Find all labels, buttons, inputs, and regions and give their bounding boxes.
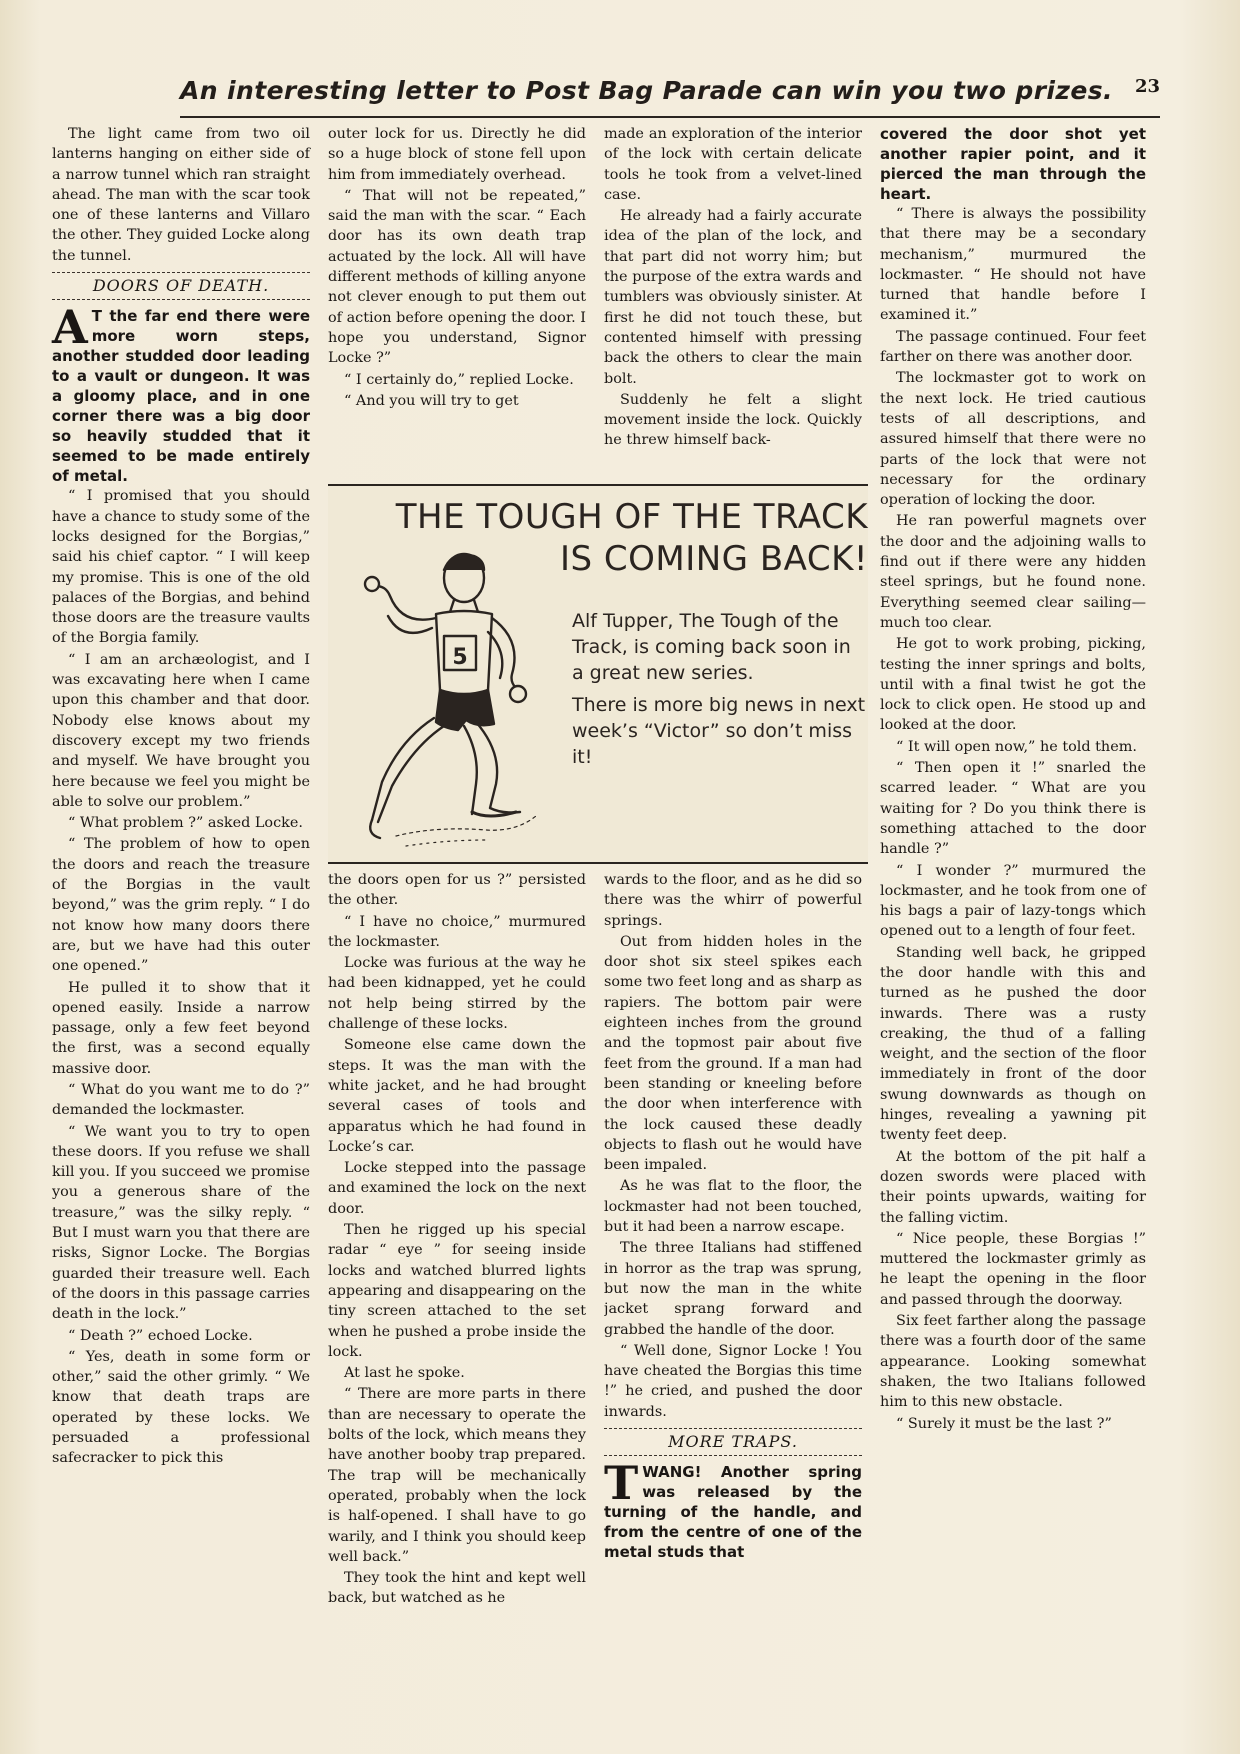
advert-body xyxy=(572,608,868,776)
paragraph: “ It will open now,” he told them. xyxy=(896,738,1137,755)
continued-lead: covered the door shot yet another rapier point, and it pierced the man through the heart. xyxy=(880,125,1146,203)
paragraph: “ Well done, Signor Locke ! You have cheated the Borgias this time !” he cried, and pushed the door inwards. xyxy=(604,1342,862,1420)
paragraph: “ Then open it !” snarled the scarred leader. “ What are you waiting for ? Do you think there is something attached to the door handle ?” xyxy=(880,760,1146,858)
section-lead xyxy=(604,1456,862,1562)
paragraph: The lockmaster got to work on the next lock. He tried cautious tests of all descriptions, and assured himself that there were no parts of the lock that were not necessary for the ordinary operation of locking the door. xyxy=(880,370,1146,509)
paragraph: “ There are more parts in there than are necessary to operate the bolts of the lock, which means they have another booby trap prepared. The trap will be mechanically operated, probably when the lock is half-opened. I shall have to go warily, and I think you should keep well back.” xyxy=(328,1386,586,1565)
paragraph: “ What do you want me to do ?” demanded the lockmaster. xyxy=(52,1081,310,1119)
section-subhead: MORE TRAPS. xyxy=(604,1428,862,1456)
column-2-upper xyxy=(328,124,586,490)
paragraph: “ Surely it must be the last ?” xyxy=(896,1415,1112,1432)
advert-body-paragraph-2: There is more big news in next week’s “Victor” so don’t miss it! xyxy=(572,694,866,768)
paragraph: “ I have no choice,” murmured the lockmaster. xyxy=(328,913,586,950)
page-header xyxy=(180,76,1160,118)
paragraph: “ Nice people, these Borgias !” muttered the lockmaster grimly as he leapt the opening in the floor and passed through the doorway. xyxy=(880,1230,1146,1308)
advert-box xyxy=(328,484,868,864)
advert-title-line-1: THE TOUGH OF THE TRACK xyxy=(395,497,868,537)
column-3-lower xyxy=(604,870,862,1660)
paragraph: the doors open for us ?” persisted the other. xyxy=(328,872,586,909)
paragraph: “ I certainly do,” replied Locke. xyxy=(344,371,574,388)
column-2-lower xyxy=(328,870,586,1660)
paragraph: The three Italians had stiffened in horror as the trap was sprung, but now the man in the white jacket sprang forward and grabbed the handle of the door. xyxy=(604,1240,862,1338)
paragraph: As he was flat to the floor, the lockmaster had not been touched, but it had been a narrow escape. xyxy=(604,1178,862,1236)
paragraph: The passage continued. Four feet farther on there was another door. xyxy=(880,328,1146,366)
paragraph: The light came from two oil lanterns hanging on either side of a narrow tunnel which ran straight ahead. The man with the scar took one of these lanterns and Villaro the other. They guided Locke along the tunnel. xyxy=(52,126,310,264)
drop-cap: T xyxy=(604,1456,639,1511)
paragraph: At last he spoke. xyxy=(344,1365,465,1382)
section-lead xyxy=(52,300,310,486)
paragraph: “ There is always the possibility that there may be a secondary mechanism,” murmured the lockmaster. “ He should not have turned that handle before I examined it.” xyxy=(880,206,1146,324)
paragraph: Locke stepped into the passage and examined the lock on the next door. xyxy=(328,1160,586,1217)
lead-text: WANG! Another spring was released by the turning of the handle, and from the centre of one of the metal studs that xyxy=(604,1463,862,1562)
paragraph: “ I am an archæologist, and I was excavating here when I came upon this chamber and that door. Nobody else knows about my discovery except my two friends and myself. We have brought you here because we feel you might be able to solve our problem.” xyxy=(52,651,310,810)
column-4 xyxy=(880,124,1146,1434)
paragraph: “ What problem ?” asked Locke. xyxy=(68,815,303,832)
paragraph: Six feet farther along the passage there was a fourth door of the same appearance. Looking somewhat shaken, the two Italians followed him to this new obstacle. xyxy=(880,1313,1146,1411)
page-number: 23 xyxy=(1134,76,1160,97)
drop-cap: A xyxy=(52,300,88,355)
paragraph: Out from hidden holes in the door shot six steel spikes each some two feet long and as sharp as rapiers. The bottom pair were eighteen inches from the ground and the topmost pair about five feet from the ground. If a man had been standing or kneeling before the door when interference with the lock caused these deadly objects to flash out he would have been impaled. xyxy=(604,933,862,1174)
paragraph: They took the hint and kept well back, but watched as he xyxy=(328,1570,586,1607)
paragraph: “ I wonder ?” murmured the lockmaster, and he took from one of his bags a pair of lazy-tongs which opened out to a length of four feet. xyxy=(880,862,1146,940)
paragraph: “ Death ?” echoed Locke. xyxy=(68,1327,253,1344)
advert-body-paragraph-1: Alf Tupper, The Tough of the Track, is coming back soon in a great new series. xyxy=(572,610,851,684)
paragraph: He pulled it to show that it opened easily. Inside a narrow passage, only a few feet beyond the first, was a second equally massive door. xyxy=(52,979,310,1077)
header-title: An interesting letter to Post Bag Parade can win you two prizes. xyxy=(180,76,1113,105)
paragraph: “ Yes, death in some form or other,” said the other grimly. “ We know that death traps are operated by these locks. We persuaded a professional safecracker to pick this xyxy=(52,1348,310,1467)
paragraph: “ That will not be repeated,” said the man with the scar. “ Each door has its own death trap actuated by the lock. All will have different methods of killing anyone not clever enough to put them out of action before opening the door. I hope you understand, Signor Locke ?” xyxy=(328,187,586,367)
advert-title-line-2: IS COMING BACK! xyxy=(559,539,868,579)
paragraph: Someone else came down the steps. It was the man with the white jacket, and he had brought several cases of tools and apparatus which he had found in Locke’s car. xyxy=(328,1037,586,1155)
paragraph: “ I promised that you should have a chance to study some of the locks designed for the Borgias,” said his chief captor. “ I will keep my promise. This is one of the old palaces of the Borgias, and behind those doors are the treasure vaults of the Borgia family. xyxy=(52,488,310,647)
paragraph: At the bottom of the pit half a dozen swords were placed with their points upwards, waiting for the falling victim. xyxy=(880,1148,1146,1226)
paragraph: made an exploration of the interior of the lock with certain delicate tools he took from a velvet-lined case. xyxy=(604,126,862,203)
paragraph: He got to work probing, picking, testing the inner springs and bolts, until with a final twist he got the lock to click open. He stood up and looked at the door. xyxy=(880,636,1146,734)
section-subhead: DOORS OF DEATH. xyxy=(52,272,310,300)
runner-number: 5 xyxy=(452,645,468,670)
lead-text: T the far end there were more worn steps, another studded door leading to a vault or dungeon. It was a gloomy place, and in one corner there was a big door so heavily studded that it seemed to be made entirely of metal. xyxy=(52,307,310,486)
runner-illustration xyxy=(336,536,576,856)
paragraph: “ And you will try to get xyxy=(344,392,519,409)
paragraph: “ The problem of how to open the doors and reach the treasure of the Borgias in the vault beyond,” was the grim reply. “ I do not know how many doors there are, but we have had this outer one opened.” xyxy=(52,836,310,975)
paragraph: Suddenly he felt a slight movement inside the lock. Quickly he threw himself back- xyxy=(604,391,862,449)
paragraph: Locke was furious at the way he had been kidnapped, yet he could not help being stirred by the challenge of these locks. xyxy=(328,955,586,1033)
paragraph: He already had a fairly accurate idea of the plan of the lock, and that part did not worry him; but the purpose of the extra wards and tumblers was obviously sinister. At first he did not touch these, but contented himself with pressing back the others to clear the main bolt. xyxy=(604,208,862,387)
paragraph: “ We want you to try to open these doors. If you refuse we shall kill you. If you succeed we promise you a generous share of the treasure,” was the silky reply. “ But I must warn you that there are risks, Signor Locke. The Borgias guarded their treasure well. Each of the doors in this passage carries death in the lock.” xyxy=(52,1123,310,1323)
paragraph: Then he rigged up his special radar “ eye ” for seeing inside locks and watched blurred lights appearing and disappearing on the tiny screen attached to the set when he pushed a probe inside the lock. xyxy=(328,1222,586,1360)
paragraph: Standing well back, he gripped the door handle with this and turned as he pushed the door inwards. There was a rusty creaking, the thud of a falling weight, and the section of the floor immediately in front of the door swung downwards as though on hinges, revealing a yawning pit twenty feet deep. xyxy=(880,944,1146,1144)
column-1 xyxy=(52,124,310,1654)
paragraph: He ran powerful magnets over the door and the adjoining walls to find out if there were any hidden steel springs, but he found none. Everything seemed clear sailing—much too clear. xyxy=(880,513,1146,631)
paragraph: outer lock for us. Directly he did so a huge block of stone fell upon him from immediately overhead. xyxy=(328,126,586,183)
column-3-upper xyxy=(604,124,862,490)
paragraph: wards to the floor, and as he did so there was the whirr of powerful springs. xyxy=(604,872,862,929)
